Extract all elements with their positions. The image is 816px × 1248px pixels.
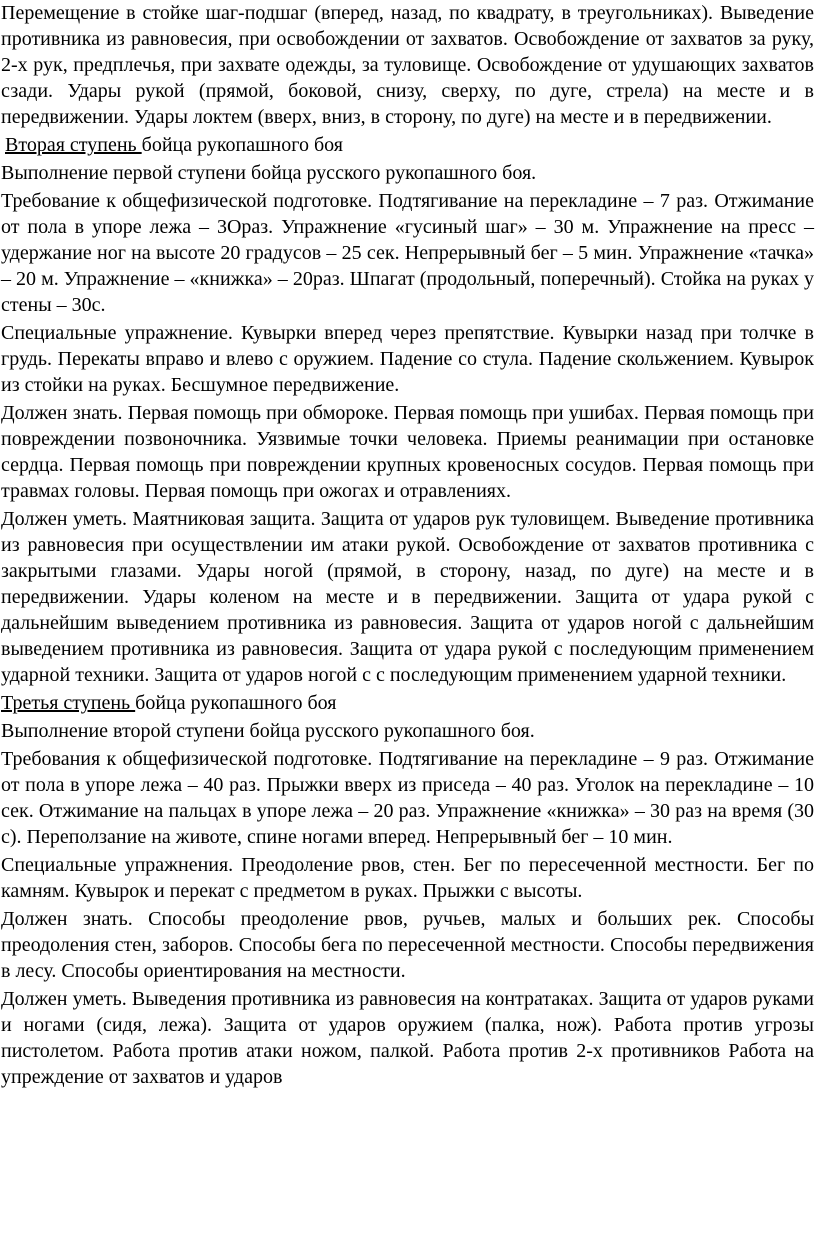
section-heading-third-stage [1,690,814,716]
section-heading-third-stage-rest: бойца рукопашного боя [135,692,337,714]
paragraph-third-stage-physical: Требования к общефизической подготовке. Подтягивание на перекладине – 9 раз. Отжимание от пола в упоре лежа – 40 раз. Прыжки вверх из приседа – 40 раз. Уголок на перекладине – 10 сек. Отжимание на пальцах в упоре лежа – 20 раз. Упражнение «книжка» – 30 раз на время (30 с). Переползание на животе, спине ногами вперед. Непрерывный бег – 10 мин. [1,748,814,848]
paragraph-third-stage-skills: Должен уметь. Выведения противника из равновесия на контратаках. Защита от ударов руками и ногами (сидя, лежа). Защита от ударов оружием (палка, нож). Работа против угрозы пистолетом. Работа против атаки ножом, палкой. Работа против 2-х противников Работа на упреждение от захватов и ударов [1,988,814,1088]
paragraph-second-stage-skills: Должен уметь. Маятниковая защита. Защита от ударов рук туловищем. Выведение противника из равновесия при осуществлении им атаки рукой. Освобождение от захватов противника с закрытыми глазами. Удары ногой (прямой, в сторону, назад, по дуге) на месте и в передвижении. Удары коленом на месте и в передвижении. Защита от удара рукой с дальнейшим выведением противника из равновесия. Защита от ударов ногой с дальнейшим выведением противника из равновесия. Защита от удара рукой с последующим применением ударной техники. Защита от ударов ногой с с последующим применением ударной техники. [1,508,814,686]
paragraph-second-stage-special: Специальные упражнение. Кувырки вперед через препятствие. Кувырки назад при толчке в грудь. Перекаты вправо и влево с оружием. Падение со стула. Падение скольжением. Кувырок из стойки на руках. Бесшумное передвижение. [1,322,814,396]
section-heading-third-stage-underlined: Третья ступень [1,692,136,714]
paragraph-movement: Перемещение в стойке шаг-подшаг (вперед, назад, по квадрату, в треугольниках). Выведение противника из равновесия, при освобождении от захватов. Освобождение от захватов за руку, 2-х рук, предплечья, при захвате одежды, за туловище. Освобождение от удушающих захватов сзади. Удары рукой (прямой, боковой, снизу, сверху, по дуге, стрела) на месте и в передвижении. Удары локтем (вверх, вниз, в сторону, по дуге) на месте и в передвижении. [1,2,814,128]
paragraph-third-stage-knowledge: Должен знать. Способы преодоление рвов, ручьев, малых и больших рек. Способы преодоления стен, заборов. Способы бега по пересеченной местности. Способы передвижения в лесу. Способы ориентирования на местности. [1,908,814,982]
paragraph-third-stage-prereq: Выполнение второй ступени бойца русского рукопашного боя. [1,720,535,742]
paragraph-third-stage-special: Специальные упражнения. Преодоление рвов, стен. Бег по пересеченной местности. Бег по камням. Кувырок и перекат с предметом в руках. Прыжки с высоты. [1,854,814,902]
paragraph-second-stage-prereq: Выполнение первой ступени бойца русского рукопашного боя. [1,162,537,184]
paragraph-second-stage-knowledge: Должен знать. Первая помощь при обмороке. Первая помощь при ушибах. Первая помощь при повреждении позвоночника. Уязвимые точки человека. Приемы реанимации при остановке сердца. Первая помощь при повреждении крупных кровеносных сосудов. Первая помощь при травмах головы. Первая помощь при ожогах и отравлениях. [1,402,814,502]
section-heading-second-stage-underlined: Вторая ступень [5,134,142,156]
paragraph-second-stage-physical: Требование к общефизической подготовке. Подтягивание на перекладине – 7 раз. Отжимание от пола в упоре лежа – 3Ораз. Упражнение «гусиный шаг» – 30 м. Упражнение на пресс – удержание ног на высоте 20 градусов – 25 сек. Непрерывный бег – 5 мин. Упражнение «тачка» – 20 м. Упражнение – «книжка» – 20раз. Шпагат (продольный, поперечный). Стойка на руках у стены – 30с. [1,190,814,316]
section-heading-second-stage-rest: бойца рукопашного боя [141,134,343,156]
section-heading-second-stage [1,132,814,158]
